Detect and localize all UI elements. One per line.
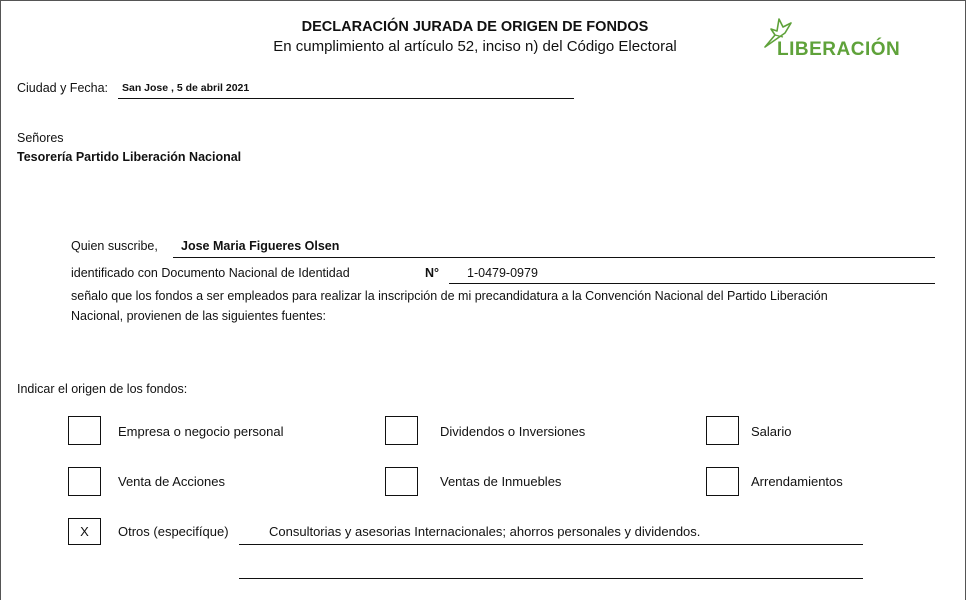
id-number: 1-0479-0979 xyxy=(467,266,538,280)
option-label-arrendamientos: Arrendamientos xyxy=(751,474,843,489)
recipient-name: Tesorería Partido Liberación Nacional xyxy=(17,150,242,164)
logo-text: LIBERACIÓN xyxy=(777,39,901,60)
other-detail-underline xyxy=(239,544,863,545)
checkbox-salario[interactable] xyxy=(706,416,739,445)
document-title: DECLARACIÓN JURADA DE ORIGEN DE FONDOS xyxy=(301,19,649,35)
other-detail: Consultorias y asesorias Internacionales; ahorros personales y dividendos. xyxy=(269,524,701,539)
declarant-name: Jose Maria Figueres Olsen xyxy=(181,239,340,253)
statement-line-1: señalo que los fondos a ser empleados para realizar la inscripción de mi precandidatura a la Convención Nacional del Partido Liberación xyxy=(71,289,828,303)
option-label-otros: Otros (especifíque) xyxy=(118,524,229,539)
checkbox-otros[interactable]: X xyxy=(68,518,101,545)
statement-line-2: Nacional, provienen de las siguientes fuentes: xyxy=(71,309,327,323)
party-logo xyxy=(761,13,921,63)
option-label-empresa: Empresa o negocio personal xyxy=(118,424,284,439)
checkbox-empresa[interactable] xyxy=(68,416,101,445)
option-label-venta-acciones: Venta de Acciones xyxy=(118,474,225,489)
salutation: Señores xyxy=(17,131,64,145)
id-number-underline xyxy=(449,283,935,284)
checkbox-venta-acciones[interactable] xyxy=(68,467,101,496)
number-label: N° xyxy=(425,266,440,280)
place-date-value: San Jose , 5 de abril 2021 xyxy=(122,82,250,94)
checkbox-arrendamientos[interactable] xyxy=(706,467,739,496)
funds-heading: Indicar el origen de los fondos: xyxy=(17,382,188,396)
place-date-label: Ciudad y Fecha: xyxy=(17,81,109,95)
option-label-ventas-inmuebles: Ventas de Inmuebles xyxy=(440,474,562,489)
document-subtitle: En cumplimiento al artículo 52, inciso n) del Código Electoral xyxy=(273,38,677,55)
id-label: identificado con Documento Nacional de Identidad xyxy=(71,266,350,280)
checkbox-ventas-inmuebles[interactable] xyxy=(385,467,418,496)
intro-label: Quien suscribe, xyxy=(71,239,158,253)
option-label-dividendos: Dividendos o Inversiones xyxy=(440,424,586,439)
place-date-underline xyxy=(118,98,574,99)
checkbox-dividendos[interactable] xyxy=(385,416,418,445)
other-detail-underline-2 xyxy=(239,578,863,579)
option-label-salario: Salario xyxy=(751,424,792,439)
declarant-name-underline xyxy=(173,257,935,258)
